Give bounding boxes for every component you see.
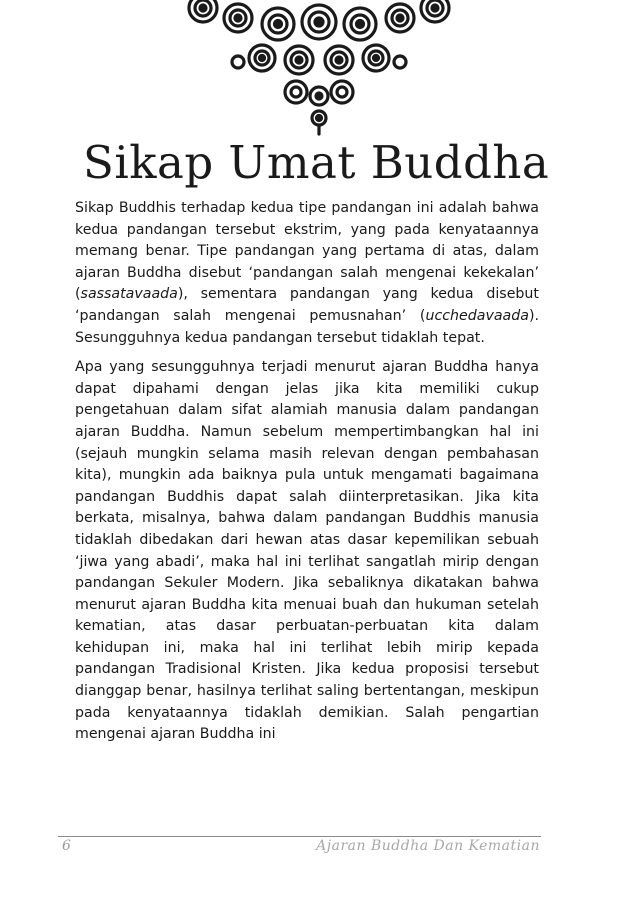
footer-divider bbox=[58, 836, 541, 837]
running-title: Ajaran Buddha Dan Kematian bbox=[316, 838, 540, 854]
paragraph-1 bbox=[75, 198, 539, 349]
text-run: Apa yang sesungguhnya terjadi menurut ajaran Buddha hanya dapat dipahami dengan jelas jika kita memiliki cukup pengetahuan dalam sifat alamiah manusia dalam pandangan ajaran Buddha. Namun sebelum mempertimbangkan hal ini (sejauh mungkin selama masih relevan dengan pembahasan kita), mungkin ada baiknya pula untuk mengamati bagaimana pandangan Buddhis dapat salah diinterpretasikan. Jika kita berkata, misalnya, bahwa dalam pandangan Buddhis manusia tidaklah dibedakan dari hewan atas dasar kepemilikan sebuah ‘jiwa yang abadi’, maka hal ini terlihat sangatlah mirip dengan pandangan Sekuler Modern. Jika sebaliknya dikatakan bahwa menurut ajaran Buddha kita menuai buah dan hukuman setelah kematian, atas dasar perbuatan-perbuatan kita dalam kehidupan ini, maka hal ini terlihat lebih mirip kepada pandangan Tradisional Kristen. Jika kedua proposisi tersebut dianggap benar, hasilnya terlihat saling bertentangan, meskipun pada kenyataannya tidaklah demikian. Salah pengartian mengenai ajaran Buddha ini bbox=[75, 359, 539, 743]
page-number: 6 bbox=[62, 838, 71, 854]
swirl-ornament-icon bbox=[178, 0, 460, 136]
italic-term: ucchedavaada bbox=[425, 307, 529, 324]
body-text bbox=[75, 198, 539, 746]
chapter-title: Sikap Umat Buddha bbox=[83, 136, 550, 189]
paragraph-2 bbox=[75, 357, 539, 746]
text-run: ), sementara pandangan yang kedua disebut ‘pandangan salah mengenai pemusnahan’ ( bbox=[75, 286, 539, 324]
text-run: Sikap Buddhis terhadap kedua tipe pandangan ini adalah bahwa kedua pandangan tersebut ekstrim, yang pada kenyataannya memang benar. Tipe pandangan yang pertama di atas, dalam ajaran Buddha disebut ‘pandangan salah mengenai kekekalan’ ( bbox=[75, 200, 539, 303]
italic-term: sassatavaada bbox=[80, 286, 178, 303]
text-run: ). Sesungguhnya kedua pandangan tersebut tidaklah tepat. bbox=[75, 307, 539, 346]
